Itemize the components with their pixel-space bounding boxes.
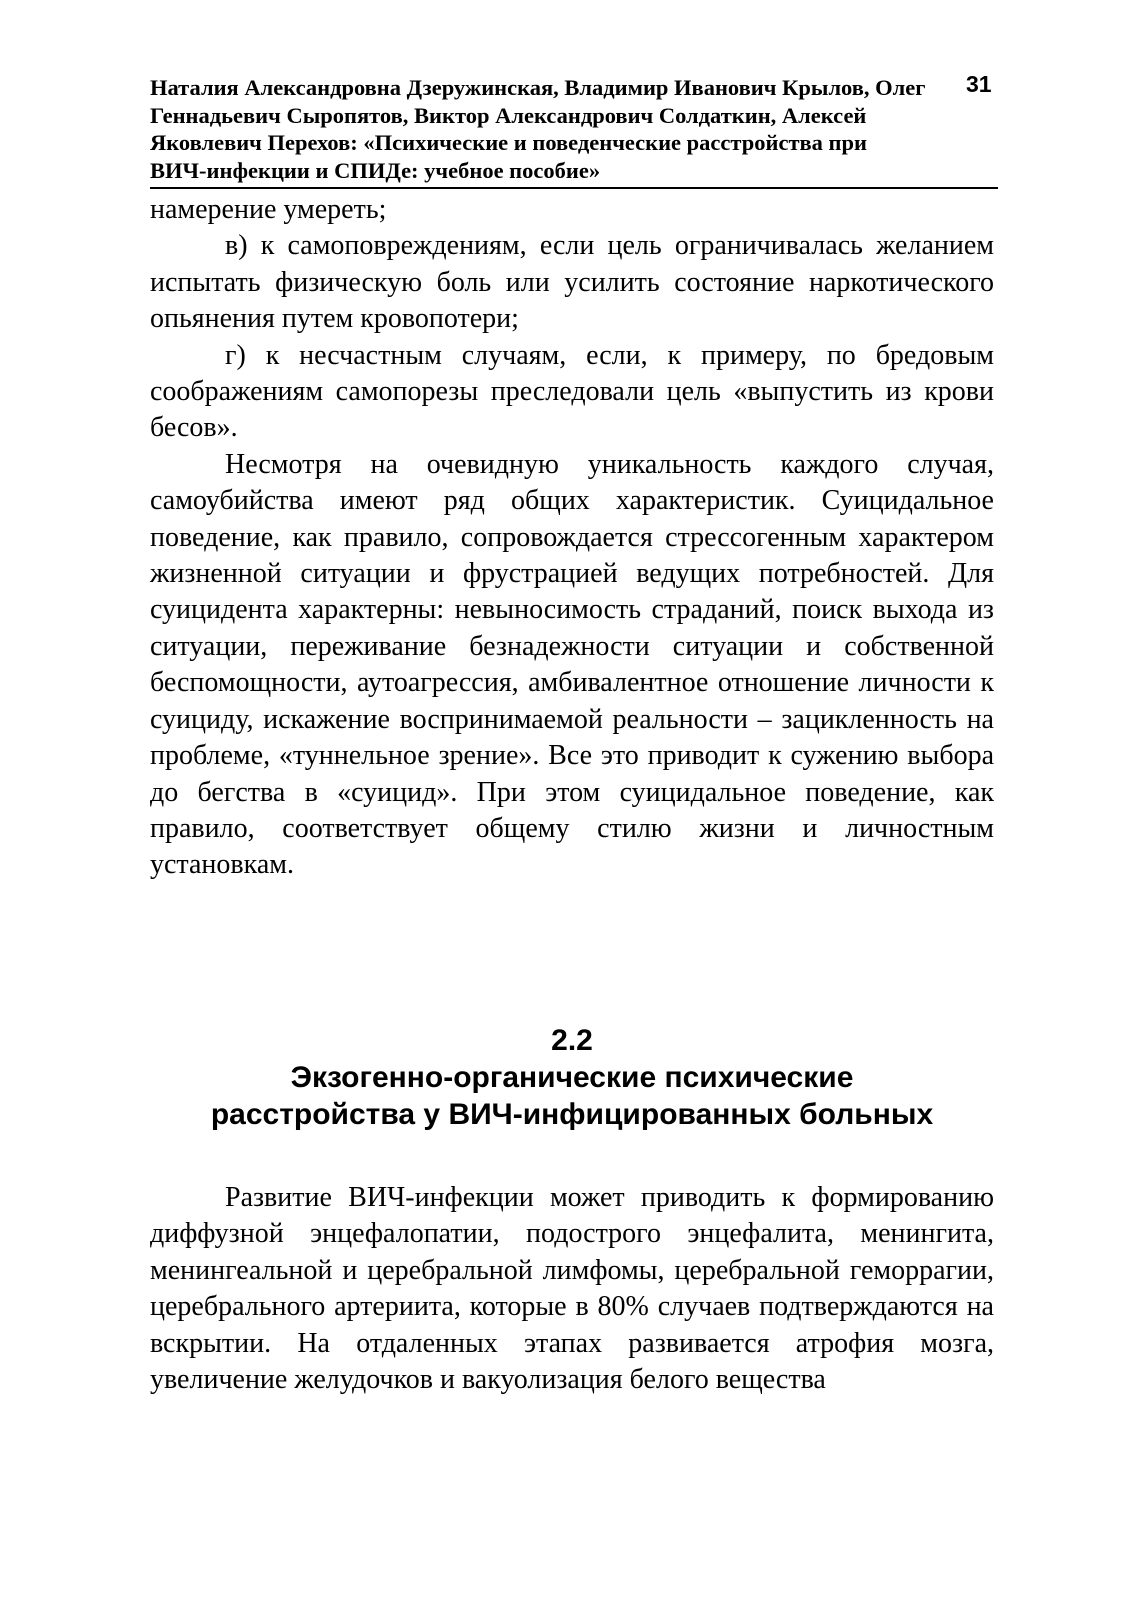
paragraph-continuation: намерение умереть; (150, 194, 387, 225)
paragraph-item-v: в) к самоповреждениям, если цель ограничивалась желанием испытать физическую боль или усилить состояние наркотического опьянения путем кровопотери; (150, 230, 994, 335)
header-line: Геннадьевич Сыропятов, Виктор Александрович Солдаткин, Алексей (150, 102, 867, 128)
section-body-text (150, 1180, 994, 1398)
header-line: Яковлевич Перехов: «Психические и поведенческие расстройства при (150, 130, 867, 155)
paragraph-item-g: г) к несчастным случаям, если, к примеру, по бредовым соображениям самопорезы преследовали цель «выпустить из крови бесов». (150, 339, 994, 444)
page-number: 31 (966, 71, 992, 97)
section-title-line-1: Экзогенно-органические психические (290, 1061, 854, 1094)
body-text-block (150, 192, 994, 884)
section-heading (150, 1022, 994, 1133)
paragraph-hiv-development: Развитие ВИЧ-инфекции может приводить к формированию диффузной энцефалопатии, подострого энцефалита, менингита, менингеальной и церебральной лимфомы, церебральной геморрагии, церебрального артериита, которые в 80% случаев подтверждаются на вскрытии. На отдаленных этапах развивается атрофия мозга, увеличение желудочков и вакуолизация белого вещества (150, 1182, 994, 1396)
paragraph-suicide-characteristics: Несмотря на очевидную уникальность каждого случая, самоубийства имеют ряд общих характеристик. Суицидальное поведение, как правило, сопровождается стрессогенным характером жизненной ситуации и фрустрацией ведущих потребностей. Для суицидента характерны: невыносимость страданий, поиск выхода из ситуации, переживание безнадежности ситуации и собственной беспомощности, аутоагрессия, амбивалентное отношение личности к суициду, искажение воспринимаемой реальности – зацикленность на проблеме, «туннельное зрение». Все это приводит к сужению выбора до бегства в «суицид». При этом суицидальное поведение, как правило, соответствует общему стилю жизни и личностным установкам. (150, 448, 994, 881)
header-line: Наталия Александровна Дзеружинская, Владимир Иванович Крылов, Олег (150, 75, 926, 100)
header-line: ВИЧ-инфекции и СПИДе: учебное пособие» (150, 157, 601, 183)
running-header (150, 74, 996, 184)
section-number: 2.2 (551, 1024, 593, 1057)
section-title-line-2: расстройства у ВИЧ-инфицированных больных (210, 1098, 934, 1131)
header-divider (150, 187, 998, 189)
